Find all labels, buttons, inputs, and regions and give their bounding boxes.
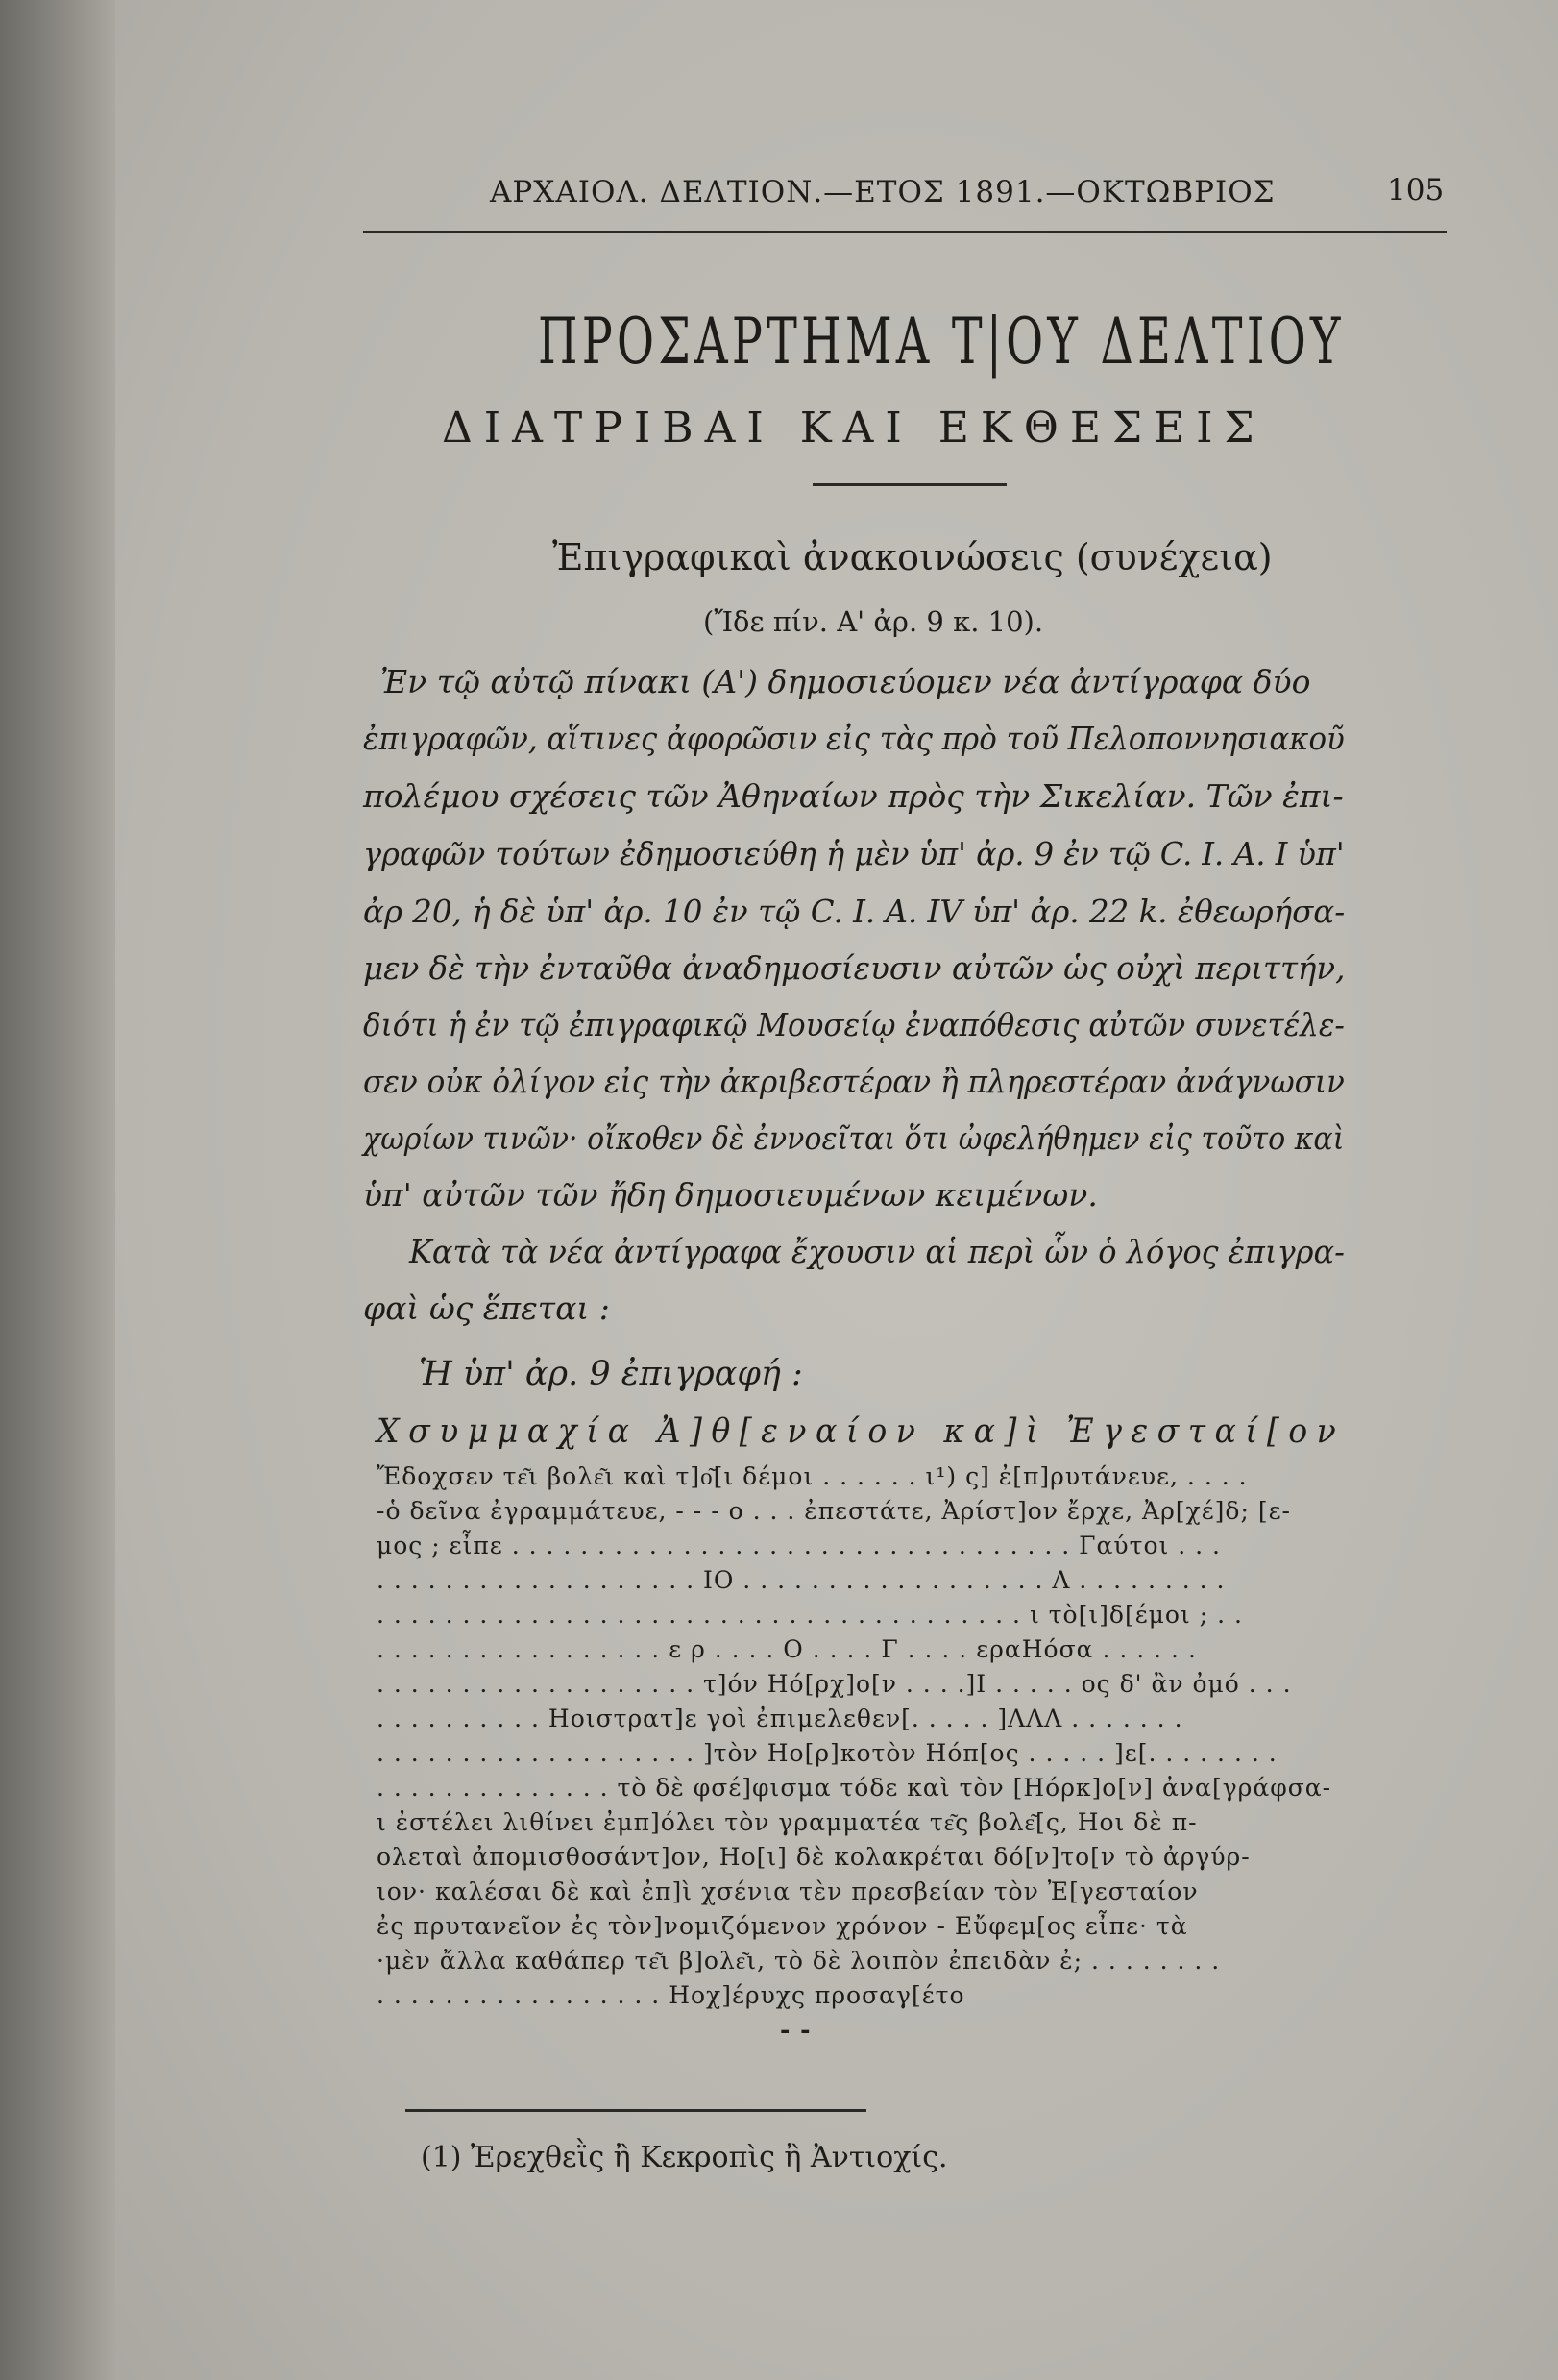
- section-title: ΔΙΑΤΡΙΒΑΙ ΚΑΙ ΕΚΘΕΣΕΙΣ: [442, 404, 1266, 453]
- inscription-end-mark: - -: [780, 2016, 812, 2044]
- inscription-line: . . . . . . . . . . . . . . . . . . . IO . . . . . . . . . . . . . . . . . . Λ . . . . . . . . .: [377, 1566, 1226, 1594]
- inscription-line: -ὁ δεῖνα ἐγραμμάτευε, - - - ο . . . ἐπεστάτε, Ἀρίστ]ον ἔρχε, Ἀρ[χέ]δ; [ε-: [377, 1497, 1291, 1525]
- inscription-line: . . . . . . . . . . . . . . . . . Hοχ]έρυχς προσαγ[έτο: [377, 1981, 965, 2009]
- running-head: ΑΡΧΑΙΟΛ. ΔΕΛΤΙΟΝ.—ΕΤΟΣ 1891.—ΟΚΤΩΒΡΙΟΣ: [490, 175, 1276, 209]
- inscription-line: ἐς πρυτανεῖον ἐς τὸν]νομιζόμενον χρόνον - Εὔφεμ[ος εἶπε· τὰ: [377, 1912, 1188, 1940]
- footnote: (1) Ἐρεχθεῒς ἢ Κεκροπὶς ἢ Ἀντιοχίς.: [421, 2141, 948, 2174]
- body-line: Ἐν τῷ αὐτῷ πίνακι (Α') δημοσιεύομεν νέα ἀντίγραφα δύο: [380, 663, 1311, 700]
- inscription-heading: Ἡ ὑπ' ἀρ. 9 ἐπιγραφή :: [419, 1355, 803, 1393]
- inscription-line: μος ; εἶπε . . . . . . . . . . . . . . . . . . . . . . . . . . . . . . . . . Γαύτοι . . .: [377, 1532, 1221, 1559]
- body-line: διότι ἡ ἐν τῷ ἐπιγραφικῷ Μουσείῳ ἐναπόθεσις αὐτῶν συνετέλε-: [363, 1006, 1345, 1043]
- header-rule: [363, 231, 1447, 233]
- body-line: ὑπ' αὐτῶν τῶν ἤδη δημοσιευμένων κειμένων.: [363, 1176, 1098, 1214]
- page-number: 105: [1387, 173, 1445, 208]
- body-line: Κατὰ τὰ νέα ἀντίγραφα ἔχουσιν αἱ περὶ ὧν ὁ λόγος ἐπιγρα-: [409, 1233, 1345, 1270]
- inscription-line: . . . . . . . . . . . . . . τὸ δὲ φσέ]φισμα τόδε καὶ τὸν [Hόρκ]ο[ν] ἀνα[γράφσα-: [377, 1774, 1332, 1802]
- body-line: μεν δὲ τὴν ἐνταῦθα ἀναδημοσίευσιν αὐτῶν ὡς οὐχὶ περιττήν,: [363, 949, 1346, 987]
- body-line: χωρίων τινῶν· οἴκοθεν δὲ ἐννοεῖται ὅτι ὠφελήθημεν εἰς τοῦτο καὶ: [363, 1119, 1345, 1157]
- inscription-line: . . . . . . . . . . . . . . . . . ε ρ . . . . Ο . . . . Γ . . . . εραΗόσα . . . . . .: [377, 1635, 1197, 1663]
- appendix-title: ΠΡΟΣΑΡΤΗΜΑ Τ|ΟΥ ΔΕΛΤΙΟΥ: [538, 306, 1345, 380]
- inscription-line: ολεταὶ ἀπομισθοσάντ]ον, Hο[ι] δὲ κολακρέται δό[ν]το[ν τὸ ἀργύρ-: [377, 1843, 1251, 1871]
- section-divider: [813, 483, 1007, 486]
- inscription-line: . . . . . . . . . . . . . . . . . . . . . . . . . . . . . . . . . . . . . . ι τὸ[ι]δ[έμοι ; . .: [377, 1601, 1243, 1629]
- article-title: Ἐπιγραφικαὶ ἀνακοινώσεις (συνέχεια): [552, 536, 1273, 578]
- inscription-title-line: Χσυμμαχία Ἀ]θ[εναίον κα]ὶ Ἐγεσταί[ον: [377, 1412, 1346, 1451]
- inscription-line: . . . . . . . . . . . . . . . . . . . τ]όν Hό[ρχ]ο[ν . . . .]I . . . . . ος δ' ἂν ὀμό . . .: [377, 1670, 1292, 1698]
- inscription-line: ιον· καλέσαι δὲ καὶ ἐπ]ὶ χσένια τὲν πρεσβείαν τὸν Ἐ[γεσταίον: [377, 1877, 1199, 1905]
- body-line: σεν οὐκ ὀλίγον εἰς τὴν ἀκριβεστέραν ἢ πληρεστέραν ἀνάγνωσιν: [363, 1063, 1345, 1100]
- inscription-line: Ἔδοχσεν τε͂ι βολε͂ι καὶ τ]ο͂[ι δέμοι . . . . . . ι¹) ς] ἐ[π]ρυτάνευε, . . . .: [377, 1462, 1248, 1490]
- inscription-line: . . . . . . . . . . . . . . . . . . . ]τὸν Hο[ρ]κοτὸν Hόπ[ος . . . . . ]ε[. . . . . . . .: [377, 1739, 1278, 1767]
- body-line: ἐπιγραφῶν, αἵτινες ἀφορῶσιν εἰς τὰς πρὸ τοῦ Πελοποννησιακοῦ: [363, 720, 1345, 757]
- body-line: πολέμου σχέσεις τῶν Ἀθηναίων πρὸς τὴν Σικελίαν. Τῶν ἐπι-: [363, 777, 1344, 815]
- inscription-line: ·μὲν ἄλλα καθάπερ τε͂ι β]ολε͂ι, τὸ δὲ λοιπὸν ἐπειδὰν ἐ; . . . . . . . .: [377, 1947, 1221, 1975]
- body-line: ἀρ 20, ἡ δὲ ὑπ' ἀρ. 10 ἐν τῷ C. I. A. IV ὑπ' ἀρ. 22 k. ἐθεωρήσα-: [363, 893, 1346, 930]
- footnote-rule: [405, 2109, 866, 2112]
- page-gutter-shadow: [0, 0, 115, 2380]
- body-line: φαὶ ὡς ἕπεται :: [363, 1289, 610, 1327]
- inscription-line: ι ἐστέλει λιθίνει ἐμπ]όλει τὸν γραμματέα τε͂ς βολε͂[ς, Hοι δὲ π-: [377, 1808, 1198, 1836]
- inscription-line: . . . . . . . . . . Hοιστρατ]ε γοὶ ἐπιμελεθεν[. . . . . ]ΛΛΛ . . . . . . .: [377, 1705, 1183, 1732]
- article-reference: (Ἴδε πίν. Α' ἀρ. 9 κ. 10).: [703, 605, 1044, 638]
- body-line: γραφῶν τούτων ἐδημοσιεύθη ἡ μὲν ὑπ' ἀρ. 9 ἐν τῷ C. I. A. I ὑπ': [363, 835, 1345, 872]
- book-page: [115, 0, 1558, 2380]
